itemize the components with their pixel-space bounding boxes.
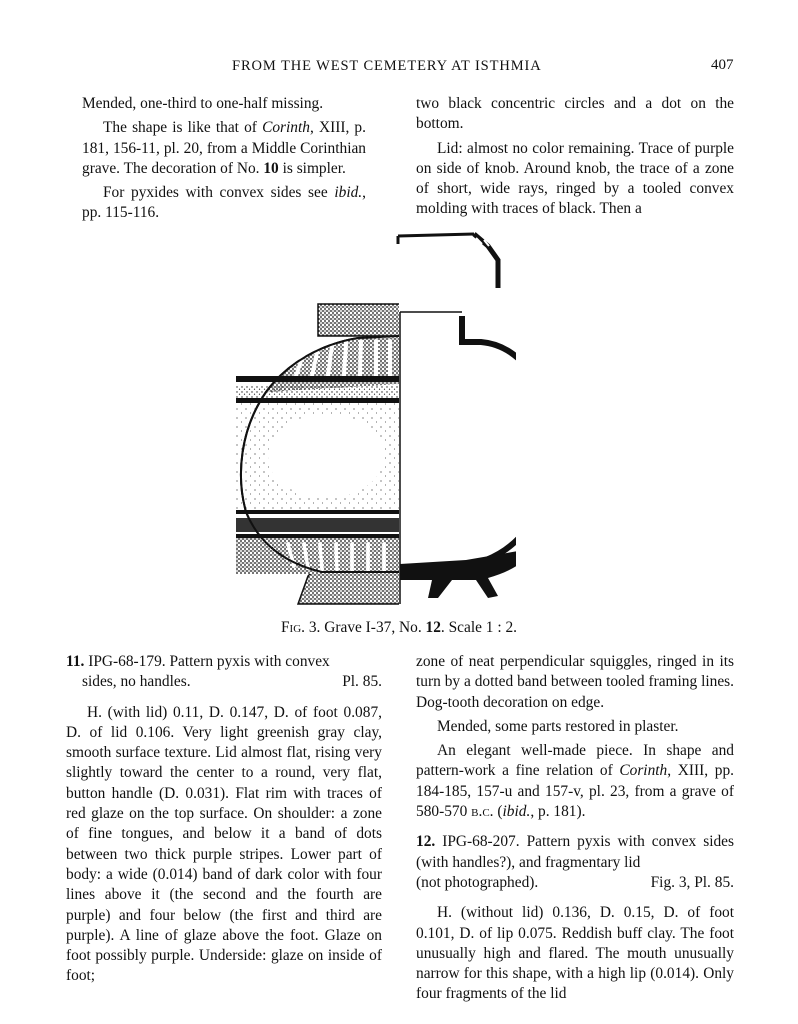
right-lower-column <box>416 652 734 1005</box>
paragraph-pyxides <box>82 183 366 224</box>
entry-11-subtitle <box>66 672 382 692</box>
entry-11-column <box>66 652 382 987</box>
page-number: 407 <box>711 57 734 73</box>
text-run: An elegant well-made piece. In shape and pattern-work a fine relation of <box>416 742 734 780</box>
paragraph-shape <box>82 118 366 179</box>
plate-ref: Pl. 85. <box>342 673 382 691</box>
pyxis-exterior-half <box>236 304 400 604</box>
paragraph-elegant <box>416 741 734 822</box>
top-left-column <box>82 94 366 224</box>
text-run: , XIII, pp. 184-185, 157-u and 157-v, pl. 23, from a grave of 580-570 <box>416 762 735 821</box>
caption-text: . 3. Grave I-37, No. <box>301 619 426 636</box>
text-run: , XIII, p. 181, 156-11, pl. 20, from a Middle Corinthian grave. The decoration of No. <box>82 119 366 177</box>
figure-caption <box>0 619 798 637</box>
citation-ibid: ibid. <box>502 803 531 821</box>
entry-11-description: H. (with lid) 0.11, D. 0.147, D. of foot 0.087, D. of lid 0.106. Very light greenish gray clay, smooth surface texture. Lid almost flat, rising very slightly toward the center to a round, very flat, button handle (D. 0.031). Flat rim with traces of red glaze on the top surface. On shoulder: a zone of fine tongues, and below it a band of dots between two thick purple stripes. Lower part of body: a wide (0.014) band of dark color with four lines above it (the second and the fourth are purple) and four below (the first and third are purple). A line of glaze above the foot. Glaze on foot possibly purple. Underside: glaze on inside of foot; <box>66 703 382 985</box>
bc-abbrev: b.c. <box>471 803 494 821</box>
pyxis-drawing <box>226 226 516 612</box>
paragraph-restored: Mended, some parts restored in plaster. <box>437 717 679 735</box>
caption-entry-number: 12 <box>425 619 441 636</box>
entry-ref: 10 <box>263 159 279 177</box>
paragraph-circles: two black concentric circles and a dot on the bottom. <box>416 95 734 133</box>
text-run: , p. 181). <box>530 803 586 821</box>
entry-12-description: H. (without lid) 0.136, D. 0.15, D. of foot 0.101, D. of lip 0.075. Reddish buff clay. The foot unusually high and flared. The mouth unusually narrow for this shape, with a high lip (0.014). Only four fragments of the lid <box>416 904 734 1003</box>
entry-title: IPG-68-207. Pattern pyxis with convex sides (with handles?), and fragmentary lid <box>416 833 734 871</box>
text-run: The shape is like that of <box>103 119 263 137</box>
entry-11-heading <box>66 652 382 672</box>
text-run: For pyxides with convex sides see <box>103 184 335 202</box>
text-run: is simpler. <box>278 159 346 177</box>
entry-12-heading <box>416 832 734 873</box>
citation-ibid: ibid. <box>334 184 363 202</box>
paragraph-squiggles: zone of neat perpendicular squiggles, ringed in its turn by a dotted band between tooled framing lines. Dog-tooth decoration on edge. <box>416 653 734 711</box>
paragraph-mended: Mended, one-third to one-half missing. <box>82 95 324 112</box>
pyxis-section-profile <box>400 312 516 598</box>
entry-12-subtitle <box>416 873 734 893</box>
text-run: , pp. 115-116. <box>82 184 366 222</box>
top-right-column <box>416 94 734 220</box>
entry-title: IPG-68-179. Pattern pyxis with convex <box>84 653 330 670</box>
entry-title-cont: (not photographed). <box>416 873 539 891</box>
citation-corinth: Corinth <box>262 119 310 137</box>
text-run: ( <box>493 803 503 821</box>
caption-scale: . Scale 1 : 2. <box>440 619 518 636</box>
figure-plate-ref: Fig. 3, Pl. 85. <box>650 873 734 891</box>
entry-number: 11. <box>66 653 85 670</box>
lid-profile <box>398 234 498 288</box>
citation-corinth: Corinth <box>619 762 668 780</box>
running-title: FROM THE WEST CEMETERY AT ISTHMIA <box>232 58 542 74</box>
paragraph-lid: Lid: almost no color remaining. Trace of purple on side of knob. Around knob, the trace of a zone of short, wide rays, ringed by a tooled convex molding with traces of black. Then a <box>416 139 734 218</box>
entry-number: 12. <box>416 833 436 851</box>
fig-label: Fig <box>280 619 302 636</box>
entry-title-cont: sides, no handles. <box>82 673 191 691</box>
